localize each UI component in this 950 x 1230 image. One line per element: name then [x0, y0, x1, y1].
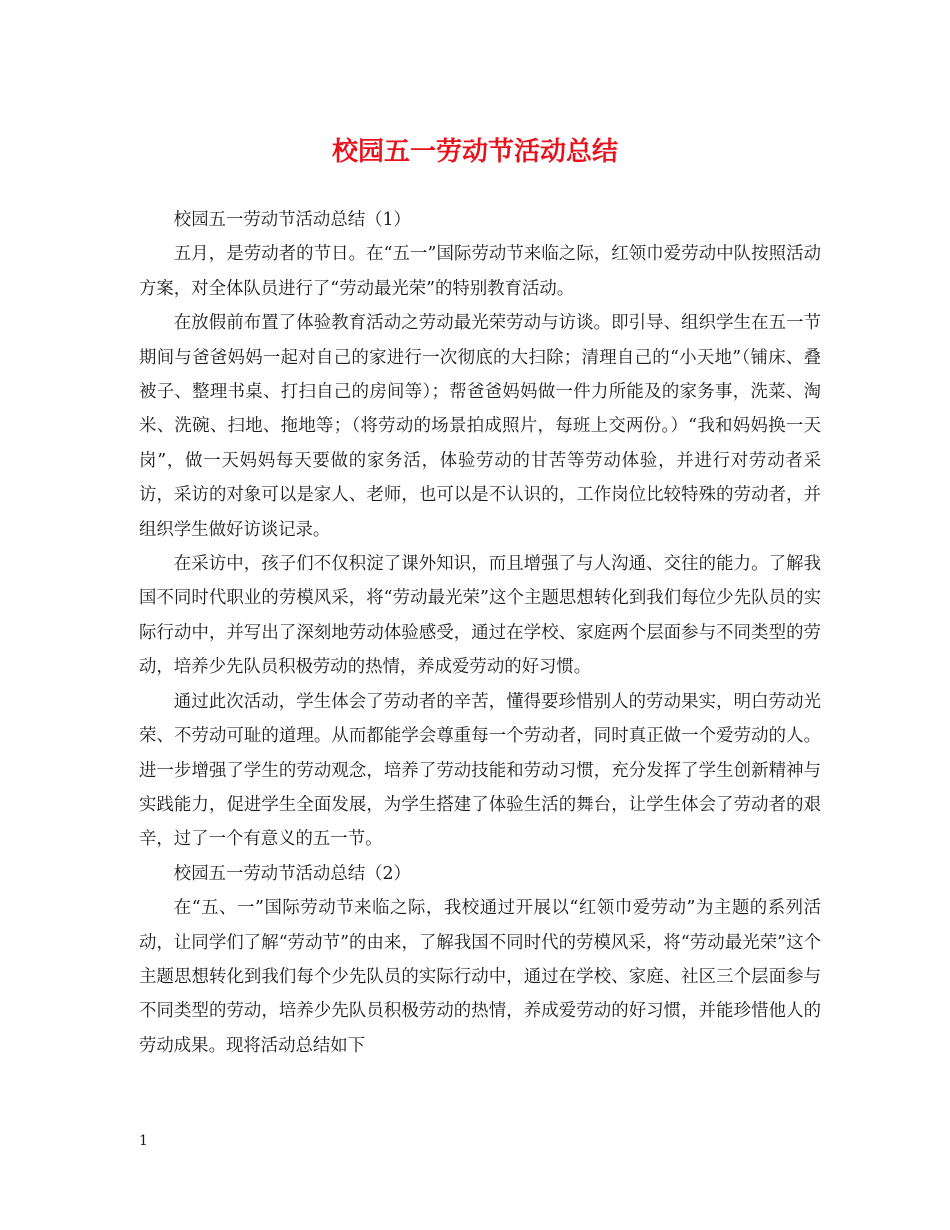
section-heading-1: 校园五一劳动节活动总结（1）	[173, 210, 411, 230]
paragraph: 通过此次活动，学生体会了劳动者的辛苦，懂得要珍惜别人的劳动果实，明白劳动光荣、不劳动可耻的道理。从而都能学会尊重每一个劳动者，同时真正做一个爱劳动的人。进一步增强了学生的劳动观念，培养了劳动技能和劳动习惯，充分发挥了学生创新精神与实践能力，促进学生全面发展，为学生搭建了体验生活的舞台，让学生体会了劳动者的艰辛，过了一个有意义的五一节。	[139, 691, 821, 850]
paragraph: 在放假前布置了体验教育活动之劳动最光荣劳动与访谈。即引导、组织学生在五一节期间与爸爸妈妈一起对自己的家进行一次彻底的大扫除；清理自己的“小天地”（铺床、叠被子、整理书桌、打扫自己的房间等）；帮爸爸妈妈做一件力所能及的家务事，洗菜、淘米、洗碗、扫地、拖地等；（将劳动的场景拍成照片，每班上交两份。）“我和妈妈换一天岗”，做一天妈妈每天要做的家务活，体验劳动的甘苦等劳动体验，并进行对劳动者采访，采访的对象可以是家人、老师，也可以是不认识的，工作岗位比较特殊的劳动者，并组织学生做好访谈记录。	[139, 313, 821, 540]
paragraph: 在采访中，孩子们不仅积淀了课外知识，而且增强了与人沟通、交往的能力。了解我国不同时代职业的劳模风采，将“劳动最光荣”这个主题思想转化到我们每位少先队员的实际行动中，并写出了深刻地劳动体验感受，通过在学校、家庭两个层面参与不同类型的劳动，培养少先队员积极劳动的热情，养成爱劳动的好习惯。	[139, 554, 821, 678]
document-title: 校园五一劳动节活动总结	[331, 137, 618, 167]
paragraph: 五月，是劳动者的节日。在“五一”国际劳动节来临之际，红领巾爱劳动中队按照活动方案，对全体队员进行了“劳动最光荣”的特别教育活动。	[139, 244, 821, 299]
section-heading-2: 校园五一劳动节活动总结（2）	[173, 863, 411, 884]
page-number: 1	[139, 1133, 148, 1149]
paragraph: 在“五、一”国际劳动节来临之际，我校通过开展以“红领巾爱劳动”为主题的系列活动，让同学们了解“劳动节”的由来，了解我国不同时代的劳模风采，将“劳动最光荣”这个主题思想转化到我们每个少先队员的实际行动中，通过在学校、家庭、社区三个层面参与不同类型的劳动，培养少先队员积极劳动的热情，养成爱劳动的好习惯，并能珍惜他人的劳动成果。现将活动总结如下	[139, 898, 821, 1056]
document-body	[139, 203, 821, 1063]
